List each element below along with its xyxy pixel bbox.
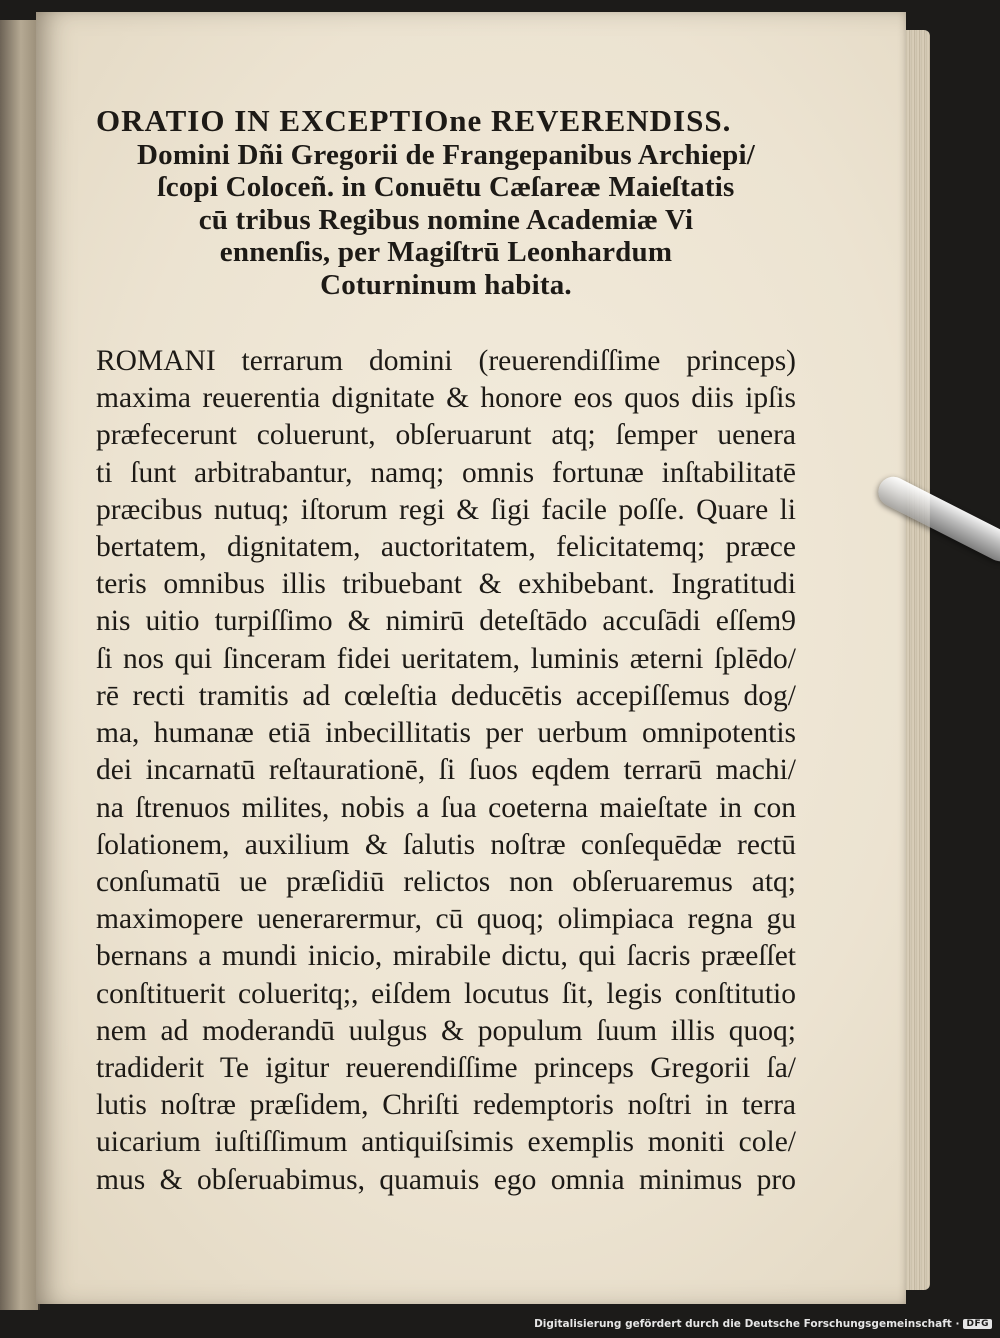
body-line: ſi nos qui ſinceram fidei ueritatem, luminis æterni ſplēdo/ — [96, 642, 796, 675]
body-line: nem ad moderandū uulgus & populum ſuum illis quoq; — [96, 1014, 796, 1047]
body-line: bertatem, dignitatem, auctoritatem, felicitatemq; præce — [96, 531, 796, 564]
dfg-logo-icon: DFG — [963, 1319, 992, 1329]
body-line: mus & obſeruabimus, quamuis ego omnia minimus pro — [96, 1163, 796, 1196]
body-text — [96, 343, 796, 1199]
body-line: tradiderit Te igitur reuerendiſſime princeps Gregorii ſa/ — [96, 1051, 796, 1084]
body-line: dei incarnatū reſtaurationē, ſi ſuos eqdem terrarū machi/ — [96, 754, 796, 787]
body-line: maxima reuerentia dignitate & honore eos quos diis ipſis — [96, 382, 796, 415]
heading-line: Coturninum habita. — [320, 268, 572, 301]
body-line: ti ſunt arbitrabantur, namq; omnis fortunæ inſtabilitatē — [96, 456, 796, 489]
credit-text: Digitalisierung gefördert durch die Deutsche Forschungsgemeinschaft · — [534, 1318, 960, 1330]
body-line: ſolationem, auxilium & ſalutis noſtræ conſequēdæ rectū — [96, 828, 796, 861]
body-line: ma, humanæ etiā inbecillitatis per uerbum omnipotentis — [96, 717, 796, 750]
oration-heading — [96, 104, 796, 301]
text-block — [96, 104, 796, 1199]
book-page — [36, 12, 906, 1304]
footer-credit — [534, 1318, 992, 1330]
body-line: ROMANI terrarum domini (reuerendiſſime princeps) — [96, 345, 796, 378]
heading-line: Domini Dñi Gregorii de Frangepanibus Archiepi/ — [137, 138, 755, 171]
body-line: conſumatū ue præſidiū relictos non obſeruaremus atq; — [96, 865, 796, 898]
body-line: conſtituerit colueritq;, eiſdem locutus ſit, legis conſtitutio — [96, 977, 796, 1010]
heading-line: ORATIO IN EXCEPTIOne REVERENDISS. — [96, 103, 732, 138]
heading-line: ennenſis, per Magiſtrū Leonhardum — [219, 236, 673, 269]
body-line: na ſtrenuos milites, nobis a ſua coeterna maieſtate in con — [96, 791, 796, 824]
heading-line: ſcopi Coloceñ. in Conuētu Cæſareæ Maieſtatis — [157, 171, 735, 204]
body-line: teris omnibus illis tribuebant & exhibebant. Ingratitudi — [96, 568, 796, 601]
body-line: bernans a mundi inicio, mirabile dictu, qui ſacris præeſſet — [96, 940, 796, 973]
body-line: præcibus nutuq; iſtorum regi & ſigi facile poſſe. Quare li — [96, 493, 796, 526]
body-line: lutis noſtræ præſidem, Chriſti redemptoris noſtri in terra — [96, 1089, 796, 1122]
body-line: maximopere uenerarermur, cū quoq; olimpiaca regna gu — [96, 903, 796, 936]
body-line: nis uitio turpiſſimo & nimirū deteſtādo accuſādi eſſem9 — [96, 605, 796, 638]
left-page-edge — [0, 20, 40, 1310]
body-line: uicarium iuſtiſſimum antiquiſsimis exemplis moniti cole/ — [96, 1126, 796, 1159]
body-line: rē recti tramitis ad cœleſtia deducētis accepiſſemus dog/ — [96, 679, 796, 712]
heading-line: cū tribus Regibus nomine Academiæ Vi — [198, 203, 694, 236]
body-line: præfecerunt coluerunt, obſeruarunt atq; ſemper uenera — [96, 419, 796, 452]
